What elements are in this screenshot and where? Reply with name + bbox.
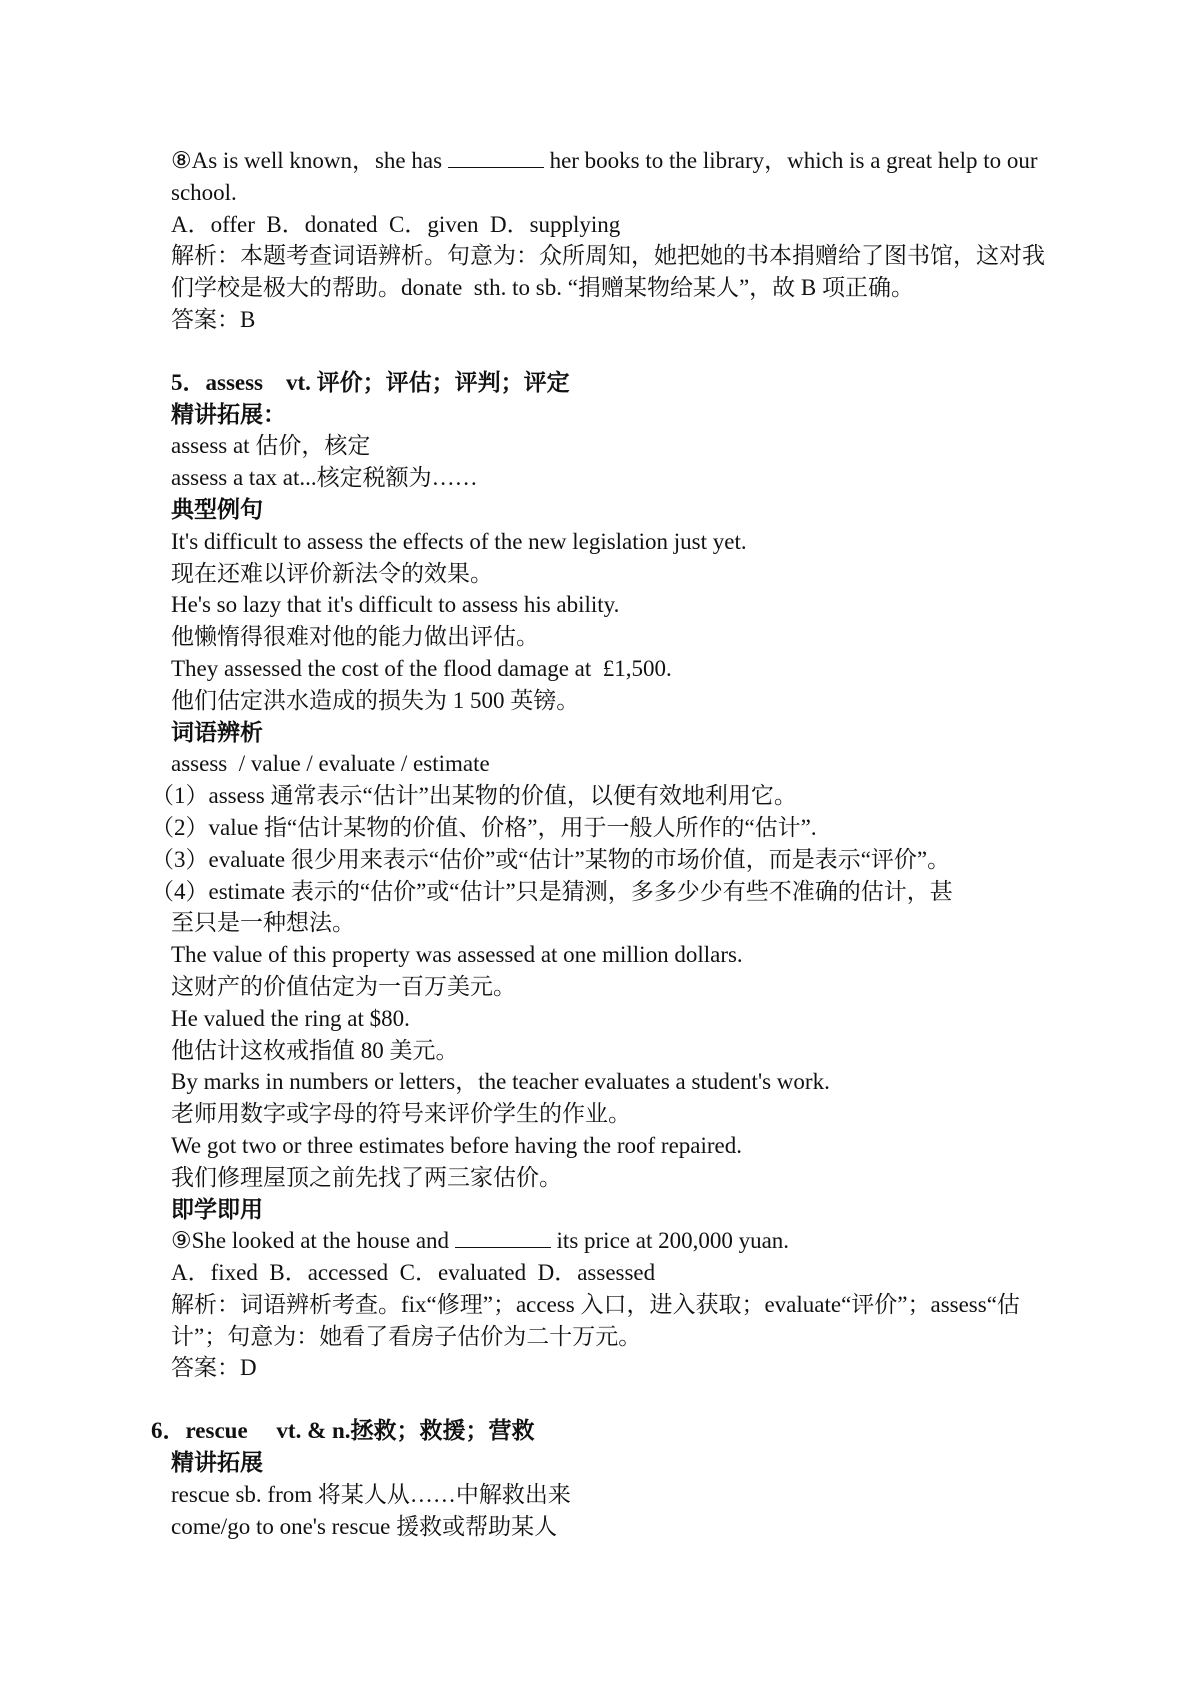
q8-stem — [171, 145, 1091, 177]
q8-stem-line2: school. — [171, 179, 237, 205]
section5-examples-title: 典型例句 — [171, 496, 263, 522]
example-translation: 他们估定洪水造成的损失为 1 500 英镑。 — [171, 687, 580, 713]
q8-options: A．offer B．donated C．given D．supplying — [171, 211, 621, 237]
document-content — [151, 145, 1091, 1542]
q9-answer-blank — [455, 1227, 551, 1248]
analysis-example-sentence: He valued the ring at $80. — [171, 1005, 410, 1031]
section5-heading: 5．assess vt. 评价；评估；评判；评定 — [171, 369, 570, 395]
q8-answer: 答案：B — [171, 306, 256, 332]
q9-analysis-line1: 解析：词语辨析考查。fix“修理”；access 入口，进入获取；evaluate“评价”；assess“估 — [171, 1291, 1020, 1317]
q8-analysis-line2: 们学校是极大的帮助。donate sth. to sb. “捐赠某物给某人”，故 B 项正确。 — [171, 275, 914, 301]
q8-answer-blank — [448, 147, 544, 168]
analysis-example-sentence: We got two or three estimates before having the roof repaired. — [171, 1132, 743, 1158]
section5-analysis-words: assess / value / evaluate / estimate — [171, 751, 490, 777]
analysis-example-sentence: By marks in numbers or letters，the teacher evaluates a student's work. — [171, 1069, 830, 1095]
q9-stem-text-1: ⑨She looked at the house and — [171, 1228, 455, 1254]
example-sentence: They assessed the cost of the flood damage at £1,500. — [171, 655, 672, 681]
section5-expand-item: assess a tax at...核定税额为…… — [171, 465, 478, 491]
q9-analysis-line2: 计”；句意为：她看了看房子估价为二十万元。 — [171, 1323, 642, 1349]
analysis-point: （4）estimate 表示的“估价”或“估计”只是猜测，多多少少有些不准确的估计，甚 — [151, 878, 953, 904]
section5-practice-title: 即学即用 — [171, 1196, 263, 1222]
analysis-example-translation: 我们修理屋顶之前先找了两三家估价。 — [171, 1164, 562, 1190]
q8-stem-text-2: her books to the library，which is a great help to our — [543, 148, 1038, 173]
section6-heading: 6．rescue vt. & n.拯救；救援；营救 — [151, 1418, 535, 1444]
section5-analysis-title: 词语辨析 — [171, 719, 263, 745]
q8-analysis-line1: 解析：本题考查词语辨析。句意为：众所周知，她把她的书本捐赠给了图书馆，这对我 — [171, 243, 1045, 269]
q9-stem — [171, 1225, 1091, 1257]
spacer — [171, 336, 1091, 367]
analysis-example-translation: 他估计这枚戒指值 80 美元。 — [171, 1037, 459, 1063]
section6-expand-item: come/go to one's rescue 援救或帮助某人 — [171, 1513, 558, 1539]
q8-stem-text-1: ⑧As is well known，she has — [171, 148, 448, 173]
analysis-point: （1）assess 通常表示“估计”出某物的价值，以便有效地利用它。 — [151, 783, 797, 809]
example-sentence: It's difficult to assess the effects of the new legislation just yet. — [171, 528, 747, 554]
q9-answer: 答案：D — [171, 1355, 257, 1381]
section6-expand-title: 精讲拓展 — [171, 1450, 263, 1476]
example-translation: 现在还难以评价新法令的效果。 — [171, 560, 493, 586]
analysis-point: （3）evaluate 很少用来表示“估价”或“估计”某物的市场价值，而是表示“评价”。 — [151, 846, 951, 872]
analysis-example-translation: 老师用数字或字母的符号来评价学生的作业。 — [171, 1101, 631, 1127]
q9-options: A．fixed B．accessed C．evaluated D．assessed — [171, 1260, 656, 1286]
analysis-example-sentence: The value of this property was assessed at one million dollars. — [171, 942, 743, 968]
section5-expand-title: 精讲拓展： — [171, 401, 286, 427]
section5-expand-item: assess at 估价，核定 — [171, 433, 371, 459]
analysis-point: （2）value 指“估计某物的价值、价格”，用于一般人所作的“估计”. — [151, 814, 817, 840]
example-translation: 他懒惰得很难对他的能力做出评估。 — [171, 624, 539, 650]
q9-stem-text-2: its price at 200,000 yuan. — [550, 1228, 790, 1254]
analysis-point-continued: 至只是一种想法。 — [171, 910, 355, 936]
spacer — [171, 1384, 1091, 1415]
section6-expand-item: rescue sb. from 将某人从……中解救出来 — [171, 1481, 571, 1507]
example-sentence: He's so lazy that it's difficult to assess his ability. — [171, 592, 620, 618]
analysis-example-translation: 这财产的价值估定为一百万美元。 — [171, 973, 516, 999]
